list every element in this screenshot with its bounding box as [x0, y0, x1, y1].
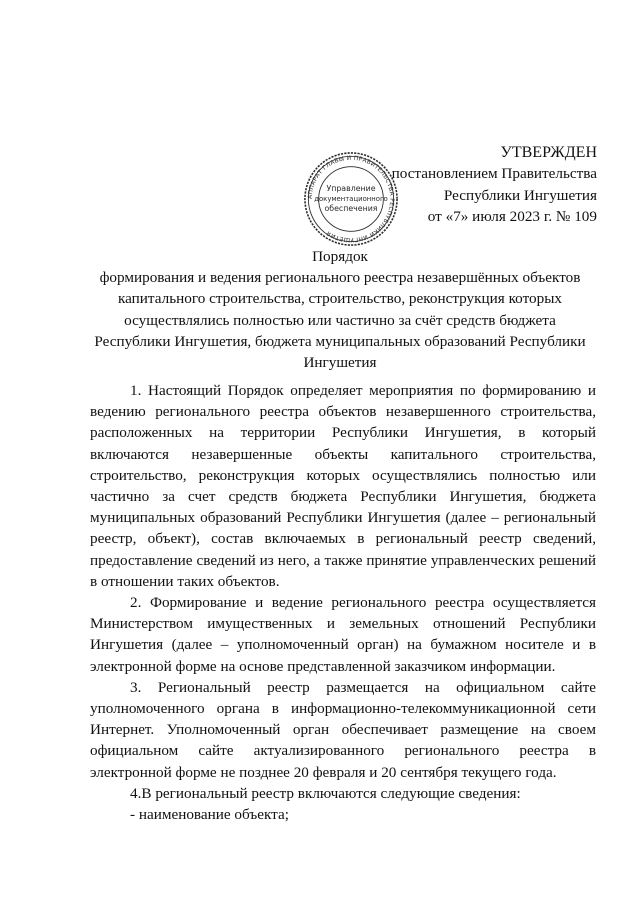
approval-date-number: от «7» июля 2023 г. № 109	[427, 208, 597, 226]
document-body	[90, 380, 596, 825]
approval-line: Республики Ингушетия	[443, 186, 597, 204]
paragraph-2: 2. Формирование и ведение регионального реестра осуществляется Министерством имущественных и земельных отношений Республики Ингушетия (далее – уполномоченный орган) на бумажном носителе и в электронной форме на основе представленной заказчиком информации.	[90, 594, 596, 675]
svg-text:Управление: Управление	[326, 184, 376, 194]
svg-text:документационного: документационного	[314, 194, 388, 203]
paragraph-1: 1. Настоящий Порядок определяет мероприятия по формированию и ведению регионального реестра объектов незавершенного строительства, расположенных на территории Республики Ингушетия, в который включаются незавершенные объекты капитального строительства, строительство, реконструкция которых осуществлялись полностью или частично за счет средств бюджета Республики Ингушетия, бюджета муниципальных образований Республики Ингушетия (далее – региональный реестр, объект), состав включаемых в региональный реестр сведений, предоставление сведений из него, а также принятие управленческих решений в отношении таких объектов.	[90, 382, 596, 590]
title-heading: Порядок	[312, 248, 368, 265]
title-line: формирования и ведения регионального реестра незавершённых объектов	[99, 269, 581, 287]
svg-text:обеспечения: обеспечения	[324, 203, 378, 213]
list-item: - наименование объекта;	[130, 806, 289, 824]
title-line: осуществлялись полностью или частично за счёт средств бюджета	[124, 311, 556, 329]
document-title	[70, 246, 610, 373]
title-line: капитального строительства, строительство, реконструкция которых	[117, 290, 562, 308]
paragraph-4: 4.В региональный реестр включаются следующие сведения:	[130, 784, 521, 802]
official-seal-stamp	[302, 150, 400, 248]
approval-line: постановлением Правительства	[391, 165, 597, 183]
approval-title: УТВЕРЖДЕН	[500, 144, 597, 161]
title-line: Ингушетия	[303, 354, 377, 372]
title-line: Республики Ингушетия, бюджета муниципальных образований Республики	[94, 332, 586, 350]
paragraph-3: 3. Региональный реестр размещается на официальном сайте уполномоченного органа в информационно-телекоммуникационной сети Интернет. Уполномоченный орган обеспечивает размещение на своем официальном сайте актуализированного регионального реестра в электронной форме не позднее 20 февраля и 20 сентября текущего года.	[90, 678, 596, 781]
svg-text:АППАРАТ ГЛАВЫ И ПРАВИТЕЛЬСТВА: АППАРАТ ГЛАВЫ И ПРАВИТЕЛЬСТВА РЕСПУБЛИКИ ИНГУШЕТИЯ	[307, 155, 395, 243]
